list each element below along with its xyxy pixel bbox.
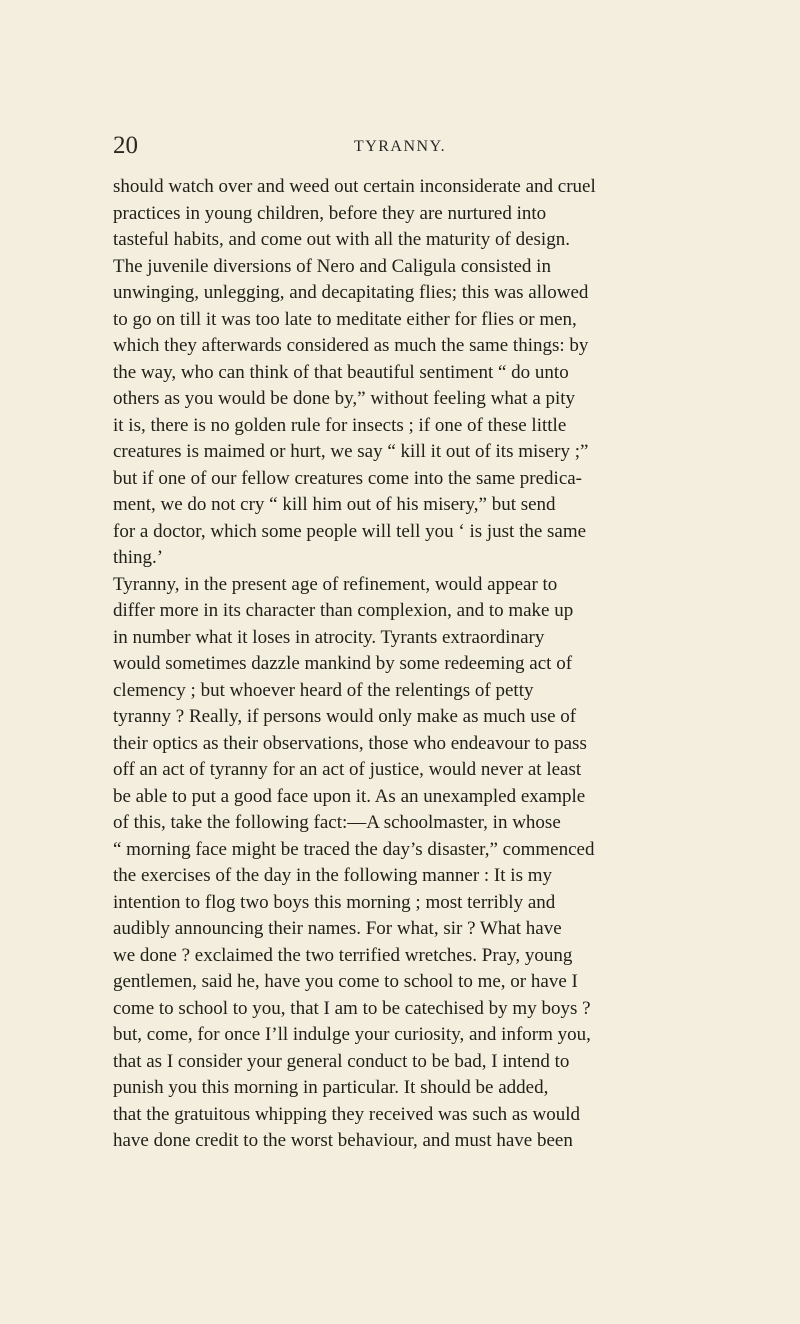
text-line: tasteful habits, and come out with all the maturity of design. xyxy=(113,229,570,250)
text-line: differ more in its character than complexion, and to make up xyxy=(113,600,574,621)
text-line: have done credit to the worst behaviour, and must have been xyxy=(113,1130,573,1151)
text-line: “ morning face might be traced the day’s disaster,” commenced xyxy=(113,838,595,860)
text-line: thing.’ xyxy=(113,547,164,568)
text-line: should watch over and weed out certain inconsiderate and cruel xyxy=(113,176,596,197)
text-line: unwinging, unlegging, and decapitating flies; this was allowed xyxy=(113,282,589,303)
running-title: TYRANNY. xyxy=(353,138,447,155)
text-line: tyranny ? Really, if persons would only make as much use of xyxy=(113,706,577,727)
text-line: we done ? exclaimed the two terrified wretches. Pray, young xyxy=(113,944,573,966)
text-line: creatures is maimed or hurt, we say “ kill it out of its misery ;” xyxy=(113,441,589,462)
text-line: The juvenile diversions of Nero and Caligula consisted in xyxy=(113,255,551,277)
text-line: ment, we do not cry “ kill him out of his misery,” but send xyxy=(113,494,556,515)
text-line: audibly announcing their names. For what, sir ? What have xyxy=(113,918,562,939)
text-line: in number what it loses in atrocity. Tyrants extraordinary xyxy=(113,626,545,648)
page-number: 20 xyxy=(113,132,138,159)
text-line: off an act of tyranny for an act of justice, would never at least xyxy=(113,759,582,780)
text-line: that the gratuitous whipping they received was such as would xyxy=(113,1103,580,1125)
text-line: be able to put a good face upon it. As an unexampled example xyxy=(113,785,586,807)
text-line: that as I consider your general conduct to be bad, I intend to xyxy=(113,1050,570,1072)
text-line: their optics as their observations, those who endeavour to pass xyxy=(113,732,587,754)
text-line: of this, take the following fact:—A schoolmaster, in whose xyxy=(113,812,561,833)
text-line: to go on till it was too late to meditate either for flies or men, xyxy=(113,308,577,330)
text-line: but, come, for once I’ll indulge your curiosity, and inform you, xyxy=(113,1024,591,1045)
text-line: would sometimes dazzle mankind by some redeeming act of xyxy=(113,653,573,674)
text-line: which they afterwards considered as much the same things: by xyxy=(113,335,589,356)
text-line: Tyranny, in the present age of refinement, would appear to xyxy=(113,573,558,595)
body-text xyxy=(113,174,800,1155)
text-line: punish you this morning in particular. It should be added, xyxy=(113,1077,549,1098)
text-line: it is, there is no golden rule for insects ; if one of these little xyxy=(113,414,567,436)
text-line: intention to flog two boys this morning ; most terribly and xyxy=(113,891,556,913)
text-line: the exercises of the day in the following manner : It is my xyxy=(113,865,552,886)
text-line: for a doctor, which some people will tell you ‘ is just the same xyxy=(113,520,587,542)
text-line: the way, who can think of that beautiful sentiment “ do unto xyxy=(113,361,569,383)
text-line: clemency ; but whoever heard of the relentings of petty xyxy=(113,679,534,701)
text-line: practices in young children, before they are nurtured into xyxy=(113,202,547,224)
text-line: but if one of our fellow creatures come into the same predica- xyxy=(113,467,583,489)
text-line: gentlemen, said he, have you come to school to me, or have I xyxy=(113,971,578,992)
text-line: others as you would be done by,” without feeling what a pity xyxy=(113,388,576,409)
text-line: come to school to you, that I am to be catechised by my boys ? xyxy=(113,997,591,1019)
